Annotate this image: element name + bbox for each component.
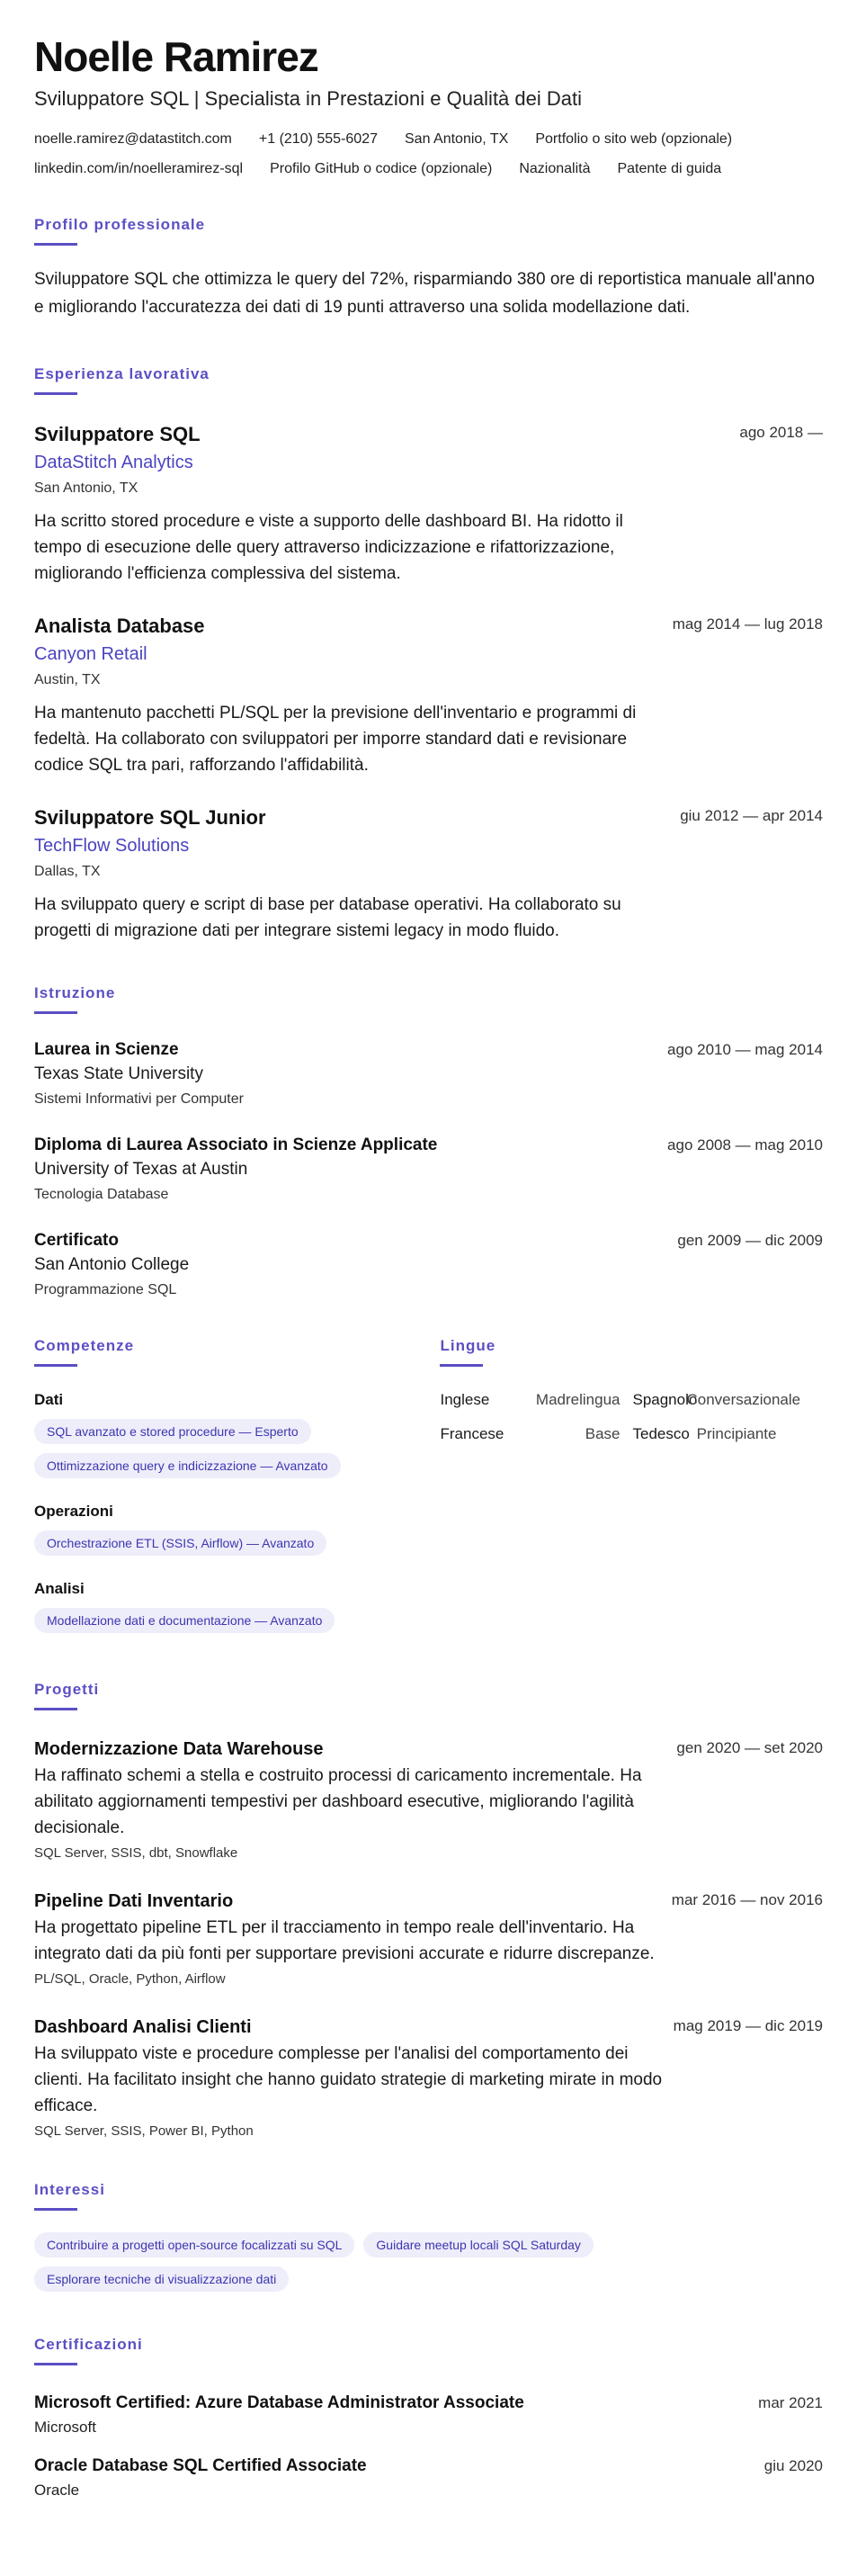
projects-section <box>34 1680 823 2141</box>
education-degree: Diploma di Laurea Associato in Scienze Applicate <box>34 1135 438 1154</box>
certification-name: Microsoft Certified: Azure Database Administrator Associate <box>34 2393 524 2412</box>
skills-section <box>34 1336 440 1633</box>
language-name: Inglese <box>440 1391 490 1408</box>
section-divider <box>34 1708 77 1710</box>
languages-grid <box>440 1390 823 1444</box>
section-divider <box>34 392 77 395</box>
contact-license: Patente di guida <box>617 161 722 176</box>
project-title: Modernizzazione Data Warehouse <box>34 1739 324 1759</box>
candidate-headline: Sviluppatore SQL | Specialista in Prestazioni e Qualità dei Dati <box>34 87 582 110</box>
contact-row-1 <box>34 130 823 149</box>
certification-issuer: Microsoft <box>34 2419 96 2436</box>
project-dates: gen 2020 — set 2020 <box>676 1739 823 1756</box>
skill-group-name: Analisi <box>34 1580 85 1597</box>
job-title: Sviluppatore SQL <box>34 423 201 445</box>
project-description: Ha progettato pipeline ETL per il tracciamento in tempo reale dell'inventario. Ha integrato dati da più fonti per supportare previsioni accurate e ridurre discrepanze. <box>34 1918 655 1963</box>
education-dates: ago 2008 — mag 2010 <box>667 1136 823 1153</box>
job-entry <box>34 422 823 587</box>
interest-chips <box>34 2232 718 2292</box>
language-level: Principiante <box>696 1425 777 1442</box>
language-level: Conversazionale <box>686 1391 801 1408</box>
skill-group <box>34 1502 440 1556</box>
job-dates: giu 2012 — apr 2014 <box>680 807 823 824</box>
interest-chip: Contribuire a progetti open-source focalizzati su SQL <box>34 2232 354 2257</box>
section-title-education: Istruzione <box>34 984 116 1001</box>
section-title-certifications: Certificazioni <box>34 2336 143 2353</box>
education-school: University of Texas at Austin <box>34 1160 248 1179</box>
section-title-interests: Interessi <box>34 2181 105 2198</box>
job-description: Ha sviluppato query e script di base per database operativi. Ha collaborato su progetti di migrazione dati per integrare sistemi legacy in modo fluido. <box>34 895 621 940</box>
project-tech-stack: SQL Server, SSIS, dbt, Snowflake <box>34 1845 238 1861</box>
skills-languages-row <box>34 1336 823 1633</box>
certification-issuer: Oracle <box>34 2482 80 2499</box>
job-title: Analista Database <box>34 615 205 637</box>
project-description: Ha raffinato schemi a stella e costruito processi di caricamento incrementale. Ha abilitato aggiornamenti tempestivi per dashboard esecutive, migliorando l'agilità decisionale. <box>34 1766 642 1837</box>
education-school: San Antonio College <box>34 1255 190 1274</box>
language-level: Madrelingua <box>535 1391 620 1408</box>
section-title-languages: Lingue <box>440 1337 496 1354</box>
education-dates: gen 2009 — dic 2009 <box>677 1232 823 1249</box>
experience-section <box>34 364 823 944</box>
certification-date: giu 2020 <box>763 2457 823 2474</box>
project-tech-stack: SQL Server, SSIS, Power BI, Python <box>34 2123 254 2139</box>
job-location: San Antonio, TX <box>34 480 138 496</box>
project-title: Dashboard Analisi Clienti <box>34 2017 252 2037</box>
profile-section <box>34 215 823 321</box>
interest-chip: Esplorare tecniche di visualizzazione dati <box>34 2266 289 2292</box>
contact-phone[interactable]: +1 (210) 555-6027 <box>258 131 378 147</box>
contact-row-2 <box>34 159 823 179</box>
skill-chip: Ottimizzazione query e indicizzazione — Avanzato <box>34 1453 341 1478</box>
job-location: Dallas, TX <box>34 864 101 879</box>
section-divider <box>440 1364 483 1367</box>
candidate-name: Noelle Ramirez <box>34 33 318 80</box>
skill-chip: SQL avanzato e stored procedure — Esperto <box>34 1419 311 1444</box>
education-degree: Laurea in Scienze <box>34 1040 179 1059</box>
language-level: Base <box>585 1425 620 1442</box>
job-entry <box>34 805 823 944</box>
contact-github[interactable]: Profilo GitHub o codice (opzionale) <box>270 161 493 176</box>
contact-nationality: Nazionalità <box>519 161 591 176</box>
skill-chips <box>34 1419 440 1478</box>
skill-chip: Modellazione dati e documentazione — Avanzato <box>34 1608 335 1633</box>
education-entry <box>34 1039 823 1109</box>
education-field: Tecnologia Database <box>34 1187 169 1202</box>
job-description: Ha scritto stored procedure e viste a supporto delle dashboard BI. Ha ridotto il tempo di esecuzione delle query attraverso indicizzazione e rifattorizzazione, migliorando l'efficienza complessiva del sistema. <box>34 512 623 583</box>
project-entry <box>34 1737 823 1862</box>
section-divider <box>34 1364 77 1367</box>
section-title-experience: Esperienza lavorativa <box>34 365 210 382</box>
certifications-section <box>34 2335 823 2500</box>
job-entry <box>34 614 823 778</box>
skill-chip: Orchestrazione ETL (SSIS, Airflow) — Avanzato <box>34 1530 326 1556</box>
education-field: Programmazione SQL <box>34 1282 177 1297</box>
contact-linkedin[interactable]: linkedin.com/in/noelleramirez-sql <box>34 161 244 176</box>
language-name: Francese <box>440 1425 504 1442</box>
project-entry <box>34 1889 823 1988</box>
skill-group-name: Operazioni <box>34 1503 113 1520</box>
job-title: Sviluppatore SQL Junior <box>34 806 266 829</box>
interest-chip: Guidare meetup locali SQL Saturday <box>363 2232 594 2257</box>
section-divider <box>34 2208 77 2211</box>
profile-summary: Sviluppatore SQL che ottimizza le query del 72%, risparmiando 380 ore di reportistica manuale all'anno e migliorando l'accuratezza dei dati di 19 punti attraverso una solida modellazione dati. <box>34 270 815 317</box>
contact-info <box>34 130 823 179</box>
section-title-skills: Competenze <box>34 1337 135 1354</box>
interests-section <box>34 2180 823 2292</box>
skill-group <box>34 1579 440 1633</box>
education-degree: Certificato <box>34 1231 119 1250</box>
language-name: Spagnolo <box>632 1391 698 1408</box>
education-entry <box>34 1135 823 1205</box>
language-name: Tedesco <box>632 1425 690 1442</box>
languages-section <box>440 1336 823 1633</box>
skill-group-name: Dati <box>34 1391 64 1408</box>
section-divider <box>34 2363 77 2365</box>
section-divider <box>34 1011 77 1014</box>
contact-email[interactable]: noelle.ramirez@datastitch.com <box>34 131 232 147</box>
project-entry <box>34 2015 823 2141</box>
education-field: Sistemi Informativi per Computer <box>34 1091 244 1107</box>
job-dates: mag 2014 — lug 2018 <box>672 615 823 633</box>
job-description: Ha mantenuto pacchetti PL/SQL per la previsione dell'inventario e programmi di fedeltà. Ha collaborato con sviluppatori per imporre standard dati e revisionare codice SQL tra pari, rafforzando l'affidabilità. <box>34 704 637 775</box>
project-description: Ha sviluppato viste e procedure complesse per l'analisi del comportamento dei clienti. Ha facilitato insight che hanno guidato strategie di marketing mirate in modo efficace. <box>34 2044 663 2115</box>
project-dates: mar 2016 — nov 2016 <box>671 1891 823 1908</box>
education-dates: ago 2010 — mag 2014 <box>667 1041 823 1058</box>
job-company: TechFlow Solutions <box>34 836 190 856</box>
job-location: Austin, TX <box>34 672 101 687</box>
project-title: Pipeline Dati Inventario <box>34 1891 234 1911</box>
education-section <box>34 983 823 1300</box>
job-company: Canyon Retail <box>34 644 147 664</box>
section-divider <box>34 243 77 246</box>
section-title-profile: Profilo professionale <box>34 216 206 233</box>
certification-entry <box>34 2455 823 2500</box>
job-company: DataStitch Analytics <box>34 453 193 472</box>
resume-header <box>34 32 823 179</box>
project-tech-stack: PL/SQL, Oracle, Python, Airflow <box>34 1971 226 1987</box>
section-title-projects: Progetti <box>34 1681 100 1698</box>
certification-entry <box>34 2392 823 2437</box>
skill-group <box>34 1390 440 1478</box>
certification-date: mar 2021 <box>758 2394 823 2411</box>
education-entry <box>34 1230 823 1300</box>
certification-name: Oracle Database SQL Certified Associate <box>34 2456 367 2475</box>
project-dates: mag 2019 — dic 2019 <box>673 2017 823 2034</box>
education-school: Texas State University <box>34 1064 203 1083</box>
skill-chips <box>34 1530 440 1556</box>
skill-chips <box>34 1608 440 1633</box>
contact-portfolio[interactable]: Portfolio o sito web (opzionale) <box>535 131 733 147</box>
job-dates: ago 2018 — <box>739 424 823 441</box>
contact-location: San Antonio, TX <box>405 131 509 147</box>
